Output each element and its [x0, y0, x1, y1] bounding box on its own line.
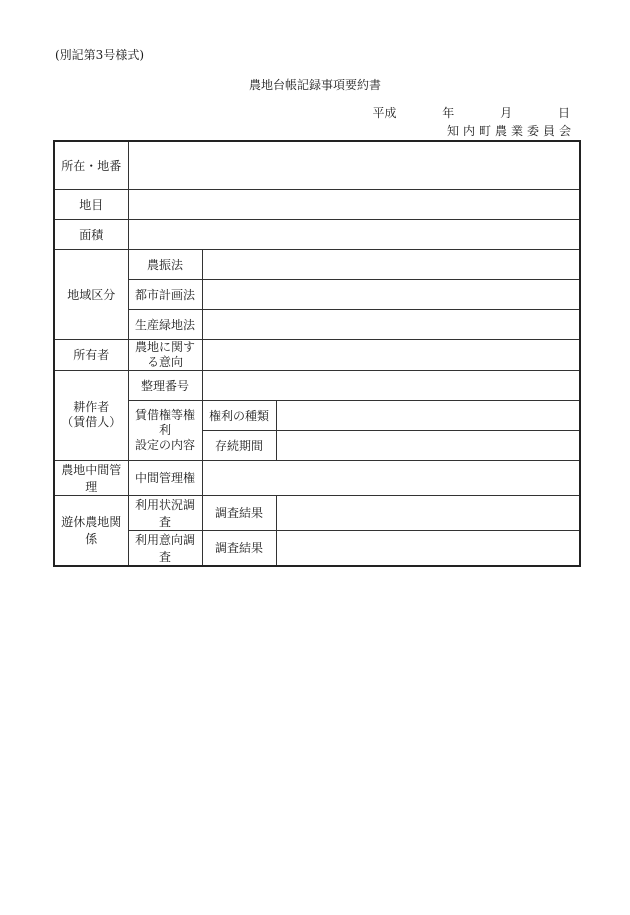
- row-zoning-1: [54, 249, 580, 279]
- label-location: 所在・地番: [54, 141, 128, 189]
- value-right-type[interactable]: [276, 400, 580, 430]
- date-month: 月: [500, 106, 513, 120]
- value-area[interactable]: [128, 219, 580, 249]
- row-land-category: [54, 189, 580, 219]
- label-zoning: 地域区分: [54, 249, 128, 339]
- label-usage-survey: 利用状況調査: [128, 495, 202, 530]
- row-zoning-3: [54, 309, 580, 339]
- document-title: 農地台帳記録事項要約書: [248, 78, 381, 92]
- label-lease-line1: 賃借権等権利: [134, 407, 195, 437]
- row-intent-survey: [54, 530, 580, 566]
- label-zoning-item: 農振法: [128, 249, 202, 279]
- row-location: [54, 141, 580, 189]
- row-area: [54, 219, 580, 249]
- date-era: 平成: [372, 106, 397, 120]
- label-survey-result: 調査結果: [202, 530, 276, 566]
- label-intermediary: 農地中間管理: [54, 460, 128, 495]
- value-reference-no[interactable]: [202, 370, 580, 400]
- label-cultivator-line1: 耕作者: [73, 400, 110, 414]
- form-number: (別記第3号様式): [55, 48, 144, 62]
- date-year: 年: [442, 106, 455, 120]
- label-lease-details: [128, 400, 202, 460]
- value-land-category[interactable]: [128, 189, 580, 219]
- label-right-type: 権利の種類: [202, 400, 276, 430]
- row-zoning-2: [54, 279, 580, 309]
- value-intent-survey-result[interactable]: [276, 530, 580, 566]
- label-intent-survey: 利用意向調査: [128, 530, 202, 566]
- value-duration[interactable]: [276, 430, 580, 460]
- value-location[interactable]: [128, 141, 580, 189]
- label-area: 面積: [54, 219, 128, 249]
- value-zoning-item[interactable]: [202, 249, 580, 279]
- issuer-name: 知内町農業委員会: [446, 124, 575, 138]
- label-land-category: 地目: [54, 189, 128, 219]
- label-survey-result: 調査結果: [202, 495, 276, 530]
- summary-table: [53, 140, 581, 567]
- row-intermediary: [54, 460, 580, 495]
- value-intermediary-right[interactable]: [202, 460, 580, 495]
- row-owner: [54, 339, 580, 370]
- label-cultivator-line2: （賃借人）: [61, 415, 122, 429]
- label-intermediary-right: 中間管理権: [128, 460, 202, 495]
- label-lease-line2: 設定の内容: [134, 437, 195, 452]
- value-owner-intent[interactable]: [202, 339, 580, 370]
- label-owner: 所有者: [54, 339, 128, 370]
- row-right-type: [54, 400, 580, 430]
- label-zoning-item: 生産緑地法: [128, 309, 202, 339]
- label-duration: 存続期間: [202, 430, 276, 460]
- value-usage-survey-result[interactable]: [276, 495, 580, 530]
- date-day: 日: [557, 106, 570, 120]
- label-reference-no: 整理番号: [128, 370, 202, 400]
- label-cultivator: [54, 370, 128, 460]
- label-owner-intent: 農地に関する意向: [128, 339, 202, 370]
- label-zoning-item: 都市計画法: [128, 279, 202, 309]
- value-zoning-item[interactable]: [202, 279, 580, 309]
- label-idle-land: 遊休農地関係: [54, 495, 128, 566]
- row-cultivator-ref: [54, 370, 580, 400]
- row-usage-survey: [54, 495, 580, 530]
- date-line: [362, 104, 570, 121]
- value-zoning-item[interactable]: [202, 309, 580, 339]
